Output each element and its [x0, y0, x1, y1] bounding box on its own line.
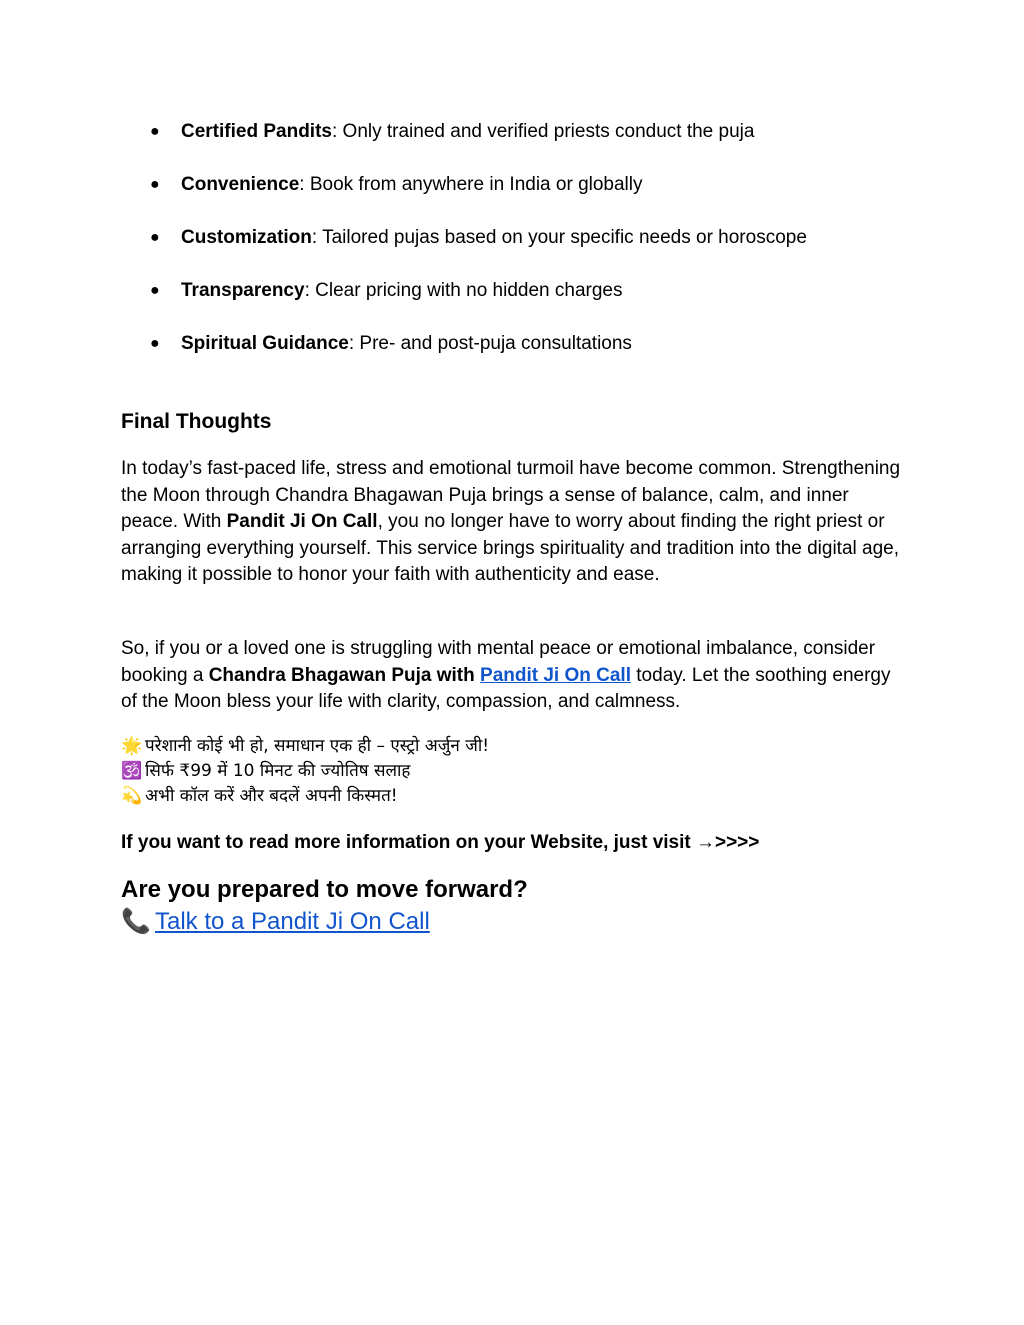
paragraph-text: today. Let the soothing energy of the Moon bless your life with clarity, compassion, and calmness.: [121, 664, 891, 712]
promo-text: सिर्फ ₹99 में 10 मिनट की ज्योतिष सलाह: [145, 761, 411, 781]
star-icon: 🌟: [121, 736, 143, 756]
bullet-term: Transparency: [181, 280, 305, 301]
bullet-text: : Pre- and post-puja consultations: [348, 333, 632, 354]
bullet-text: : Tailored pujas based on your specific needs or horoscope: [311, 227, 807, 248]
visit-website-text: If you want to read more information on your Website, just visit →>>>>: [121, 832, 760, 853]
paragraph-text: So, if you or a loved one is struggling with mental peace or emotional imbalance, consider booking a: [121, 638, 876, 686]
bullet-icon: ●: [150, 176, 160, 193]
sparkle-icon: 💫: [121, 786, 143, 806]
promo-line: [121, 784, 489, 809]
promo-text: परेशानी कोई भी हो, समाधान एक ही – एस्ट्रो अर्जुन जी!: [145, 736, 490, 756]
call-line: [121, 906, 430, 938]
list-item: [150, 171, 910, 224]
paragraph-text: , you no longer have to worry about finding the right priest or arranging everything yourself. This service brings spirituality and tradition into the digital age, making it possible to honor your faith with authenticity and ease.: [121, 511, 900, 585]
bullet-text: : Only trained and verified priests conduct the puja: [331, 121, 755, 142]
phone-icon: 📞: [121, 908, 151, 935]
booking-paragraph: [121, 636, 901, 716]
bullet-icon: ●: [150, 229, 160, 246]
final-thoughts-paragraph: [121, 456, 901, 589]
hindi-promo: [121, 734, 489, 809]
om-icon: 🕉️: [121, 761, 143, 781]
bullet-term: Spiritual Guidance: [181, 333, 349, 354]
promo-line: [121, 759, 489, 784]
final-thoughts-heading: Final Thoughts: [121, 410, 272, 433]
bullet-icon: ●: [150, 282, 160, 299]
bullet-icon: ●: [150, 335, 160, 352]
list-item: [150, 330, 910, 383]
paragraph-text: In today’s fast-paced life, stress and emotional turmoil have become common. Strengthening the Moon through Chandra Bhagawan Puja brings a sense of balance, calm, and inner peace. With: [121, 458, 901, 532]
bullet-term: Customization: [181, 227, 312, 248]
cta-heading: Are you prepared to move forward?: [121, 876, 528, 903]
list-item: [150, 224, 910, 277]
list-item: [150, 118, 910, 171]
bullet-icon: ●: [150, 123, 160, 140]
list-item: [150, 277, 910, 330]
brand-name: Pandit Ji On Call: [226, 511, 378, 532]
benefits-list: [150, 118, 910, 383]
promo-text: अभी कॉल करें और बदलें अपनी किस्मत!: [145, 786, 398, 806]
promo-line: [121, 734, 489, 759]
bullet-text: : Book from anywhere in India or globally: [299, 174, 643, 195]
bullet-term: Convenience: [181, 174, 300, 195]
bullet-term: Certified Pandits: [181, 121, 332, 142]
puja-name: Chandra Bhagawan Puja with: [208, 664, 481, 686]
bullet-text: : Clear pricing with no hidden charges: [304, 280, 623, 301]
pandit-ji-on-call-link[interactable]: Pandit Ji On Call: [480, 664, 631, 686]
talk-to-pandit-link[interactable]: Talk to a Pandit Ji On Call: [155, 908, 430, 935]
